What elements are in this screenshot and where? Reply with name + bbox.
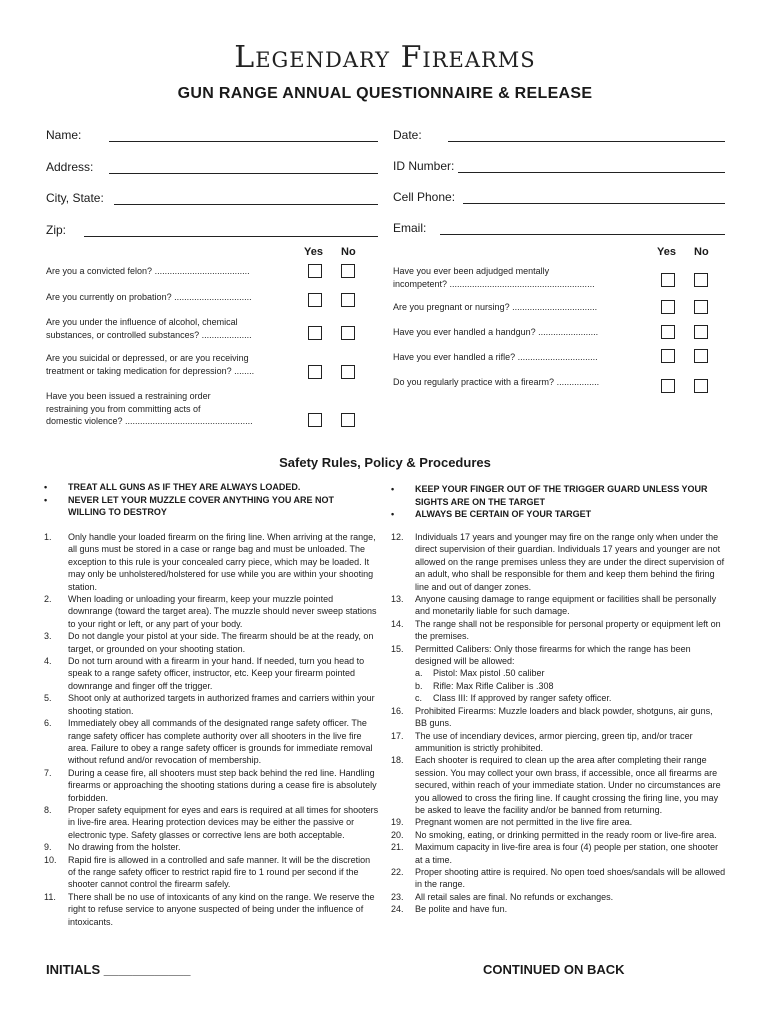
rule-number: 8.: [44, 804, 52, 815]
left-no-header: No: [341, 246, 356, 258]
rule-item: [391, 816, 726, 828]
city-state-field[interactable]: [46, 191, 378, 205]
rule-number: 21.: [391, 842, 404, 853]
zip-line[interactable]: [84, 225, 378, 237]
rule-number: 4.: [44, 656, 52, 667]
rule-number: c.: [415, 693, 423, 704]
rule-item: [44, 891, 380, 928]
rule-number: 9.: [44, 842, 52, 853]
rule-item: [391, 841, 726, 866]
rule-number: 18.: [391, 755, 404, 766]
rule-item: [391, 643, 726, 668]
rule-number: a.: [415, 668, 423, 679]
question-felon: Are you a convicted felon? ......................................: [46, 266, 250, 276]
rule-subitem: [415, 692, 726, 704]
id-number-label: ID Number:: [393, 159, 455, 173]
rule-item: [44, 531, 380, 593]
rule-text: No drawing from the holster.: [68, 842, 181, 853]
rule-item: [391, 531, 726, 593]
rule-item: [391, 866, 726, 891]
rule-item: [44, 804, 380, 841]
name-field[interactable]: [46, 128, 378, 142]
rule-text: Permitted Calibers: Only those firearms for which the range has been designed will be allowed:: [415, 643, 691, 667]
email-line[interactable]: [440, 223, 725, 235]
question-rifle: Have you ever handled a rifle? ................................: [393, 352, 598, 362]
rule-number: 7.: [44, 767, 52, 778]
practice-yes-checkbox[interactable]: [661, 379, 675, 393]
rule-number: 10.: [44, 854, 57, 865]
cell-phone-field[interactable]: [393, 190, 725, 204]
rule-item: [391, 618, 726, 643]
rule-text: Pregnant women are not permitted in the live fire area.: [415, 817, 633, 828]
influence-no-checkbox[interactable]: [341, 326, 355, 340]
restraining-no-checkbox[interactable]: [341, 413, 355, 427]
rule-text: Rapid fire is allowed in a controlled and safe manner. It will be the discretion of the range safety officer to restrict rapid fire to 1 round per second if the shooter cannot control the firearm safely.: [68, 854, 371, 890]
zip-label: Zip:: [46, 223, 67, 237]
rule-text: Immediately obey all commands of the designated range safety officer. The range safety officer has complete authority over all shooters in the live fire area. Failure to obey a range safety officer is grounds for immediate removal without refund and/or revocation of membership.: [68, 718, 373, 766]
rule-text: Be polite and have fun.: [415, 904, 508, 915]
question-probation: Are you currently on probation? ...............................: [46, 292, 252, 302]
rule-number: 22.: [391, 866, 404, 877]
felon-no-checkbox[interactable]: [341, 264, 355, 278]
rule-item: [44, 655, 380, 692]
rule-item: [44, 692, 380, 717]
question-mentally-incompetent: Have you ever been adjudged mentally incompetent? ..........................................................: [393, 266, 595, 289]
rule-number: 2.: [44, 594, 52, 605]
zip-field[interactable]: [46, 223, 378, 237]
rule-item: [44, 630, 380, 655]
rule-number: 6.: [44, 718, 52, 729]
rifle-no-checkbox[interactable]: [694, 349, 708, 363]
question-depression: Are you suicidal or depressed, or are you receiving treatment or taking medication for depression? ........: [46, 353, 255, 376]
date-field[interactable]: [393, 128, 725, 142]
depression-no-checkbox[interactable]: [341, 365, 355, 379]
address-line[interactable]: [109, 162, 378, 174]
restraining-yes-checkbox[interactable]: [308, 413, 322, 427]
rule-number: 5.: [44, 693, 52, 704]
rule-item: [391, 705, 726, 730]
rule-text: Do not dangle your pistol at your side. The firearm should be at the ready, on target, or grounded on your shooting station.: [68, 631, 374, 654]
rule-number: 16.: [391, 705, 404, 716]
rule-number: 15.: [391, 643, 404, 654]
rule-text: Proper safety equipment for eyes and ears is required at all times for shooters in live-fire area. Hearing protection devices may be either the passive or electronic type. Safety glasses or corrective lens are both acceptable.: [68, 804, 379, 840]
safety-bullets-left: [42, 481, 372, 519]
rule-text: No smoking, eating, or drinking permitted in the ready room or live-fire area.: [415, 829, 717, 840]
rule-number: 20.: [391, 829, 404, 840]
rule-text: Pistol: Max pistol .50 caliber: [433, 668, 545, 679]
city-state-line[interactable]: [114, 193, 378, 205]
pregnant-yes-checkbox[interactable]: [661, 300, 675, 314]
question-restraining-order: Have you been issued a restraining order restraining you from committing acts of domestic violence? ...................................................: [46, 391, 253, 426]
incompetent-no-checkbox[interactable]: [694, 273, 708, 287]
email-label: Email:: [393, 221, 427, 235]
city-state-label: City, State:: [46, 191, 104, 205]
rule-item: [391, 593, 726, 618]
rule-text: Rifle: Max Rifle Caliber is .308: [433, 680, 554, 691]
rule-text: When loading or unloading your firearm, keep your muzzle pointed downrange (toward the target area). The muzzle should never sweep stations to your right or left, or any part of your body.: [68, 594, 377, 629]
date-label: Date:: [393, 128, 422, 142]
handgun-no-checkbox[interactable]: [694, 325, 708, 339]
question-practice: Do you regularly practice with a firearm? .................: [393, 377, 600, 387]
id-number-line[interactable]: [458, 161, 725, 173]
influence-yes-checkbox[interactable]: [308, 326, 322, 340]
cell-phone-line[interactable]: [463, 192, 725, 204]
rule-item: [44, 854, 380, 891]
rule-text: There shall be no use of intoxicants of any kind on the range. We reserve the right to refuse service to anyone suspected of being under the influence of intoxicants.: [68, 891, 375, 927]
rules-right-column: [391, 531, 726, 916]
cell-phone-label: Cell Phone:: [393, 190, 456, 204]
initials-field[interactable]: INITIALS ____________: [46, 962, 191, 977]
rule-text: Anyone causing damage to range equipment or facilities shall be personally and monetarily liable for such damage.: [415, 594, 717, 617]
rule-text: The range shall not be responsible for personal property or equipment left on the premises.: [415, 618, 721, 642]
rule-subitem: [415, 667, 726, 679]
felon-yes-checkbox[interactable]: [308, 264, 322, 278]
rule-item: [44, 767, 380, 804]
rules-left-column: [44, 531, 380, 928]
depression-yes-checkbox[interactable]: [308, 365, 322, 379]
form-title: GUN RANGE ANNUAL QUESTIONNAIRE & RELEASE: [177, 85, 593, 102]
rule-number: 3.: [44, 631, 52, 642]
rule-text: The use of incendiary devices, armor piercing, green tip, and/or tracer ammunition is strictly prohibited.: [415, 730, 693, 753]
left-yes-header: Yes: [304, 246, 323, 258]
pregnant-no-checkbox[interactable]: [694, 300, 708, 314]
rule-text: Proper shooting attire is required. No open toed shoes/sandals will be allowed in the range.: [415, 866, 726, 890]
right-yes-header: Yes: [657, 246, 676, 258]
rule-text: Individuals 17 years and younger may fire on the range only when under the direct supervision of their guardian. Individuals 17 years and younger are not allowed on the range premises unless they are under the direct supervision of an adult, who shall be responsible for them and keep them behind the firing line and out of danger zones.: [415, 532, 725, 592]
rule-item: [391, 829, 726, 841]
rule-number: 17.: [391, 730, 404, 741]
rifle-yes-checkbox[interactable]: [661, 349, 675, 363]
rule-text: Do not turn around with a firearm in your hand. If needed, turn you head to speak to a range safety officer, instructor, etc. Keep your firearm pointed downrange and finger off the trigger.: [68, 656, 365, 691]
rule-text: Each shooter is required to clean up the area after completing their range session. You may collect your own brass, if accessible, once all firearms are secured, within reach of your immediate station. Under no circumstances are you allowed to cross the firing line. If caught crossing the firing line, you may be asked to leave the facility and/or be banned from returning.: [415, 755, 721, 815]
address-label: Address:: [46, 160, 94, 174]
bullet-item: • KEEP YOUR FINGER OUT OF THE TRIGGER GUARD UNLESS YOUR SIGHTS ARE ON THE TARGET: [389, 483, 724, 508]
bullet-item: • TREAT ALL GUNS AS IF THEY ARE ALWAYS LOADED.: [42, 481, 372, 494]
safety-section-title: Safety Rules, Policy & Procedures: [279, 455, 491, 470]
rule-number: 14.: [391, 618, 404, 629]
rule-item: [44, 717, 380, 767]
rule-text: All retail sales are final. No refunds or exchanges.: [415, 891, 614, 902]
probation-yes-checkbox[interactable]: [308, 293, 322, 307]
rule-item: [391, 891, 726, 903]
id-number-field[interactable]: [393, 159, 725, 173]
rule-number: 1.: [44, 532, 52, 542]
rule-number: 23.: [391, 891, 404, 902]
rule-text: Shoot only at authorized targets in authorized frames and carriers within your shooting station.: [68, 693, 375, 716]
name-line[interactable]: [109, 130, 378, 142]
name-label: Name:: [46, 128, 82, 142]
rule-number: 11.: [44, 891, 56, 902]
safety-bullets-right: [389, 483, 724, 521]
rule-item: [391, 754, 726, 816]
right-no-header: No: [694, 246, 709, 258]
question-influence: Are you under the influence of alcohol, chemical substances, or controlled substances? ....................: [46, 317, 252, 340]
rule-text: Maximum capacity in live-fire area is four (4) people per station, one shooter at a time.: [415, 842, 719, 865]
rule-subitem: [415, 680, 726, 692]
rule-number: 24.: [391, 904, 404, 915]
rule-number: 19.: [391, 817, 404, 828]
rule-text: Class III: If approved by ranger safety officer.: [433, 693, 612, 704]
probation-no-checkbox[interactable]: [341, 293, 355, 307]
bullet-item: • ALWAYS BE CERTAIN OF YOUR TARGET: [389, 508, 724, 521]
incompetent-yes-checkbox[interactable]: [661, 273, 675, 287]
date-line[interactable]: [448, 130, 725, 142]
continued-on-back: CONTINUED ON BACK: [483, 962, 625, 977]
address-field[interactable]: [46, 160, 378, 174]
rule-item: [391, 730, 726, 755]
handgun-yes-checkbox[interactable]: [661, 325, 675, 339]
question-pregnant: Are you pregnant or nursing? ..................................: [393, 302, 598, 312]
brand-logo-text: Legendary Firearms: [234, 40, 536, 75]
rule-item: [44, 593, 380, 630]
rule-item: [391, 903, 726, 915]
rule-text: During a cease fire, all shooters must step back behind the red line. Handling firearms or approaching the shooting stations during a cease fire is absolutely forbidden.: [68, 767, 377, 803]
rule-text: Prohibited Firearms: Muzzle loaders and black powder, shotguns, air guns, BB guns.: [415, 705, 713, 729]
rule-number: 13.: [391, 594, 404, 605]
rule-number: 12.: [391, 532, 404, 542]
question-handgun: Have you ever handled a handgun? ........................: [393, 327, 599, 337]
practice-no-checkbox[interactable]: [694, 379, 708, 393]
bullet-item: • NEVER LET YOUR MUZZLE COVER ANYTHING YOU ARE NOT WILLING TO DESTROY: [42, 494, 372, 519]
email-field[interactable]: [393, 221, 725, 235]
rule-number: b.: [415, 680, 423, 691]
rule-item: [44, 841, 380, 853]
rule-text: Only handle your loaded firearm on the firing line. When arriving at the range, all guns must be stored in a case or range bag and must be unloaded. The exception to this rule is your concealed carry piece, which may be loaded. It may only be unholstered/holstered for use while you are within your shooting station.: [68, 532, 376, 592]
